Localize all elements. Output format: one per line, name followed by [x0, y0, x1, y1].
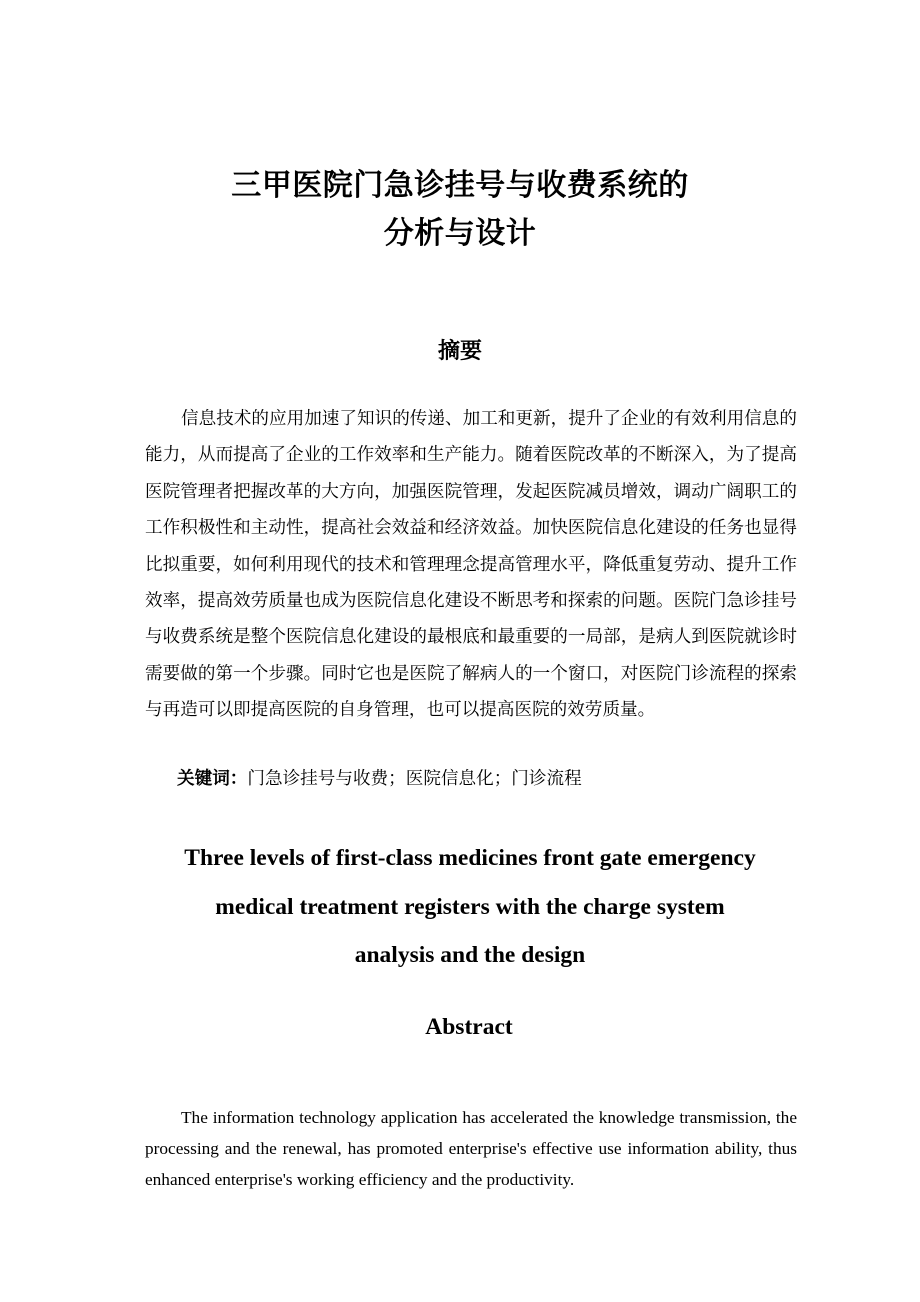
chinese-abstract-heading: 摘要 — [437, 339, 482, 364]
english-abstract-body: The information technology application has accelerated the knowledge transmission, the processing and the renewal, has promoted enterprise's effective use information ability, thus enhanced enterprise's working efficiency and the productivity. — [145, 1108, 797, 1189]
chinese-title-line-1: 三甲医院门急诊挂号与收费系统的 — [231, 168, 689, 203]
keywords-text: 门急诊挂号与收费；医院信息化；门诊流程 — [247, 769, 582, 789]
keywords-label: 关键词： — [177, 769, 248, 789]
english-abstract-heading: Abstract — [425, 1014, 513, 1040]
chinese-keywords — [177, 763, 797, 795]
chinese-title-line-2: 分析与设计 — [383, 216, 537, 251]
english-title-line-1: Three levels of first-class medicines front gate emergency — [184, 845, 756, 871]
english-title-line-2: medical treatment registers with the charge system — [215, 894, 725, 920]
chinese-abstract-body: 信息技术的应用加速了知识的传递、加工和更新，提升了企业的有效利用信息的能力，从而提高了企业的工作效率和生产能力。随着医院改革的不断深入，为了提高医院管理者把握改革的大方向，加强医院管理，发起医院减员增效，调动广阔职工的工作积极性和主动性，提高社会效益和经济效益。加快医院信息化建设的任务也显得比拟重要，如何利用现代的技术和管理理念提高管理水平，降低重复劳动、提升工作效率，提高效劳质量也成为医院信息化建设不断思考和探索的问题。医院门急诊挂号与收费系统是整个医院信息化建设的最根底和最重要的一局部，是病人到医院就诊时需要做的第一个步骤。同时它也是医院了解病人的一个窗口，对医院门诊流程的探索与再造可以即提高医院的自身管理，也可以提高医院的效劳质量。 — [145, 409, 797, 721]
english-title-line-3: analysis and the design — [354, 942, 586, 968]
